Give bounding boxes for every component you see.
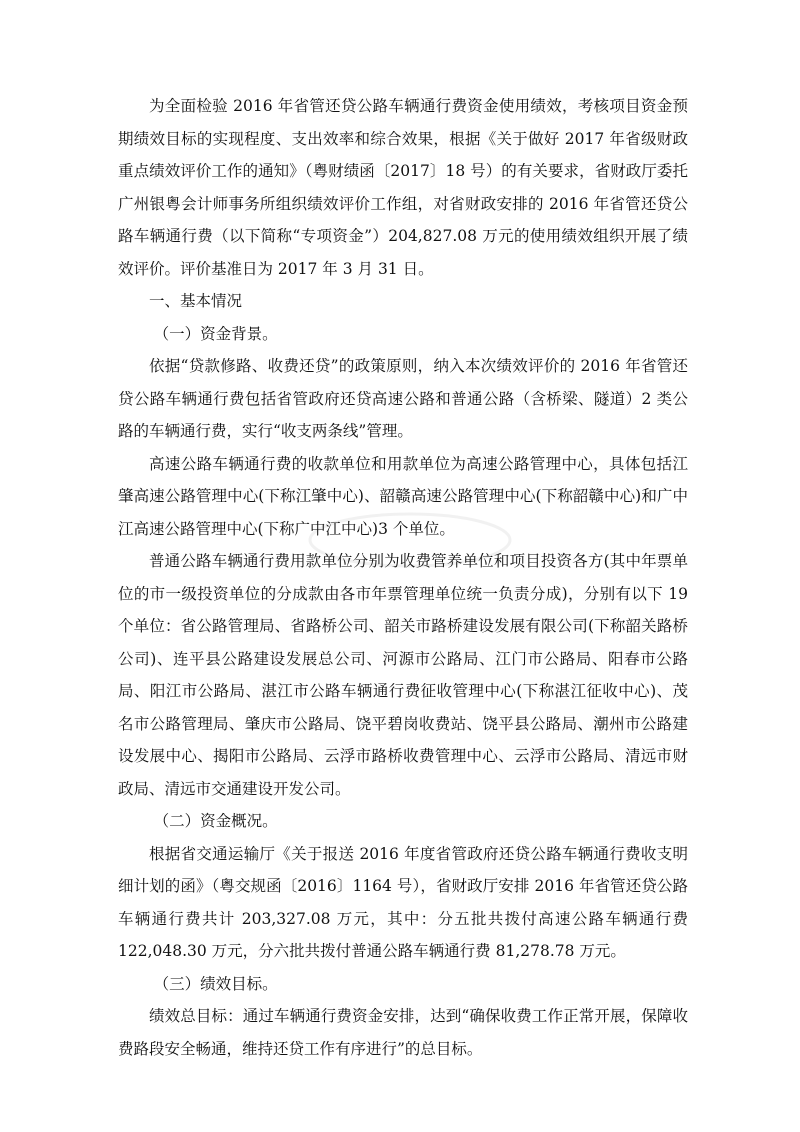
highway-fee-paragraph: 高速公路车辆通行费的收款单位和用款单位为高速公路管理中心，具体包括江肇高速公路管理中心(下称江肇中心)、韶赣高速公路管理中心(下称韶赣中心)和广中江高速公路管理中心(下称广中江中心)3 个单位。 <box>118 454 688 538</box>
fund-overview-paragraph: 根据省交通运输厅《关于报送 2016 年度省管政府还贷公路车辆通行费收支明细计划的函》（粤交规函〔2016〕1164 号），省财政厅安排 2016 年省管还贷公路车辆通行费共计 203,327.08 万元，其中：分五批共拨付高速公路车辆通行费 122,048.30 万元，分六批共拨付普通公路车辆通行费 81,278.78 万元。 <box>118 844 688 960</box>
subheading-performance-goals: （三）绩效目标。 <box>153 974 278 993</box>
intro-paragraph: 为全面检验 2016 年省管还贷公路车辆通行费资金使用绩效，考核项目资金预期绩效目标的实现程度、支出效率和综合效果，根据《关于做好 2017 年省级财政重点绩效评价工作的通知》（粤财绩函〔2017〕18 号）的有关要求，省财政厅委托广州银粤会计师事务所组织绩效评价工作组，对省财政安排的 2016 年省管还贷公路车辆通行费（以下简称“专项资金”）204,827.08 万元的使用绩效组织开展了绩效评价。评价基准日为 2017 年 3 月 31 日。 <box>118 97 688 278</box>
subheading-fund-overview: （二）资金概况。 <box>153 812 278 830</box>
ordinary-road-fee-paragraph: 普通公路车辆通行费用款单位分别为收费管养单位和项目投资各方(其中年票单位的市一级投资单位的分成款由各市年票管理单位统一负责分成)，分别有以下 19 个单位：省公路管理局、省路桥公司、韶关市路桥建设发展有限公司(下称韶关路桥公司)、连平县公路建设发展总公司、河源市公路局、江门市公路局、阳春市公路局、阳江市公路局、湛江市公路车辆通行费征收管理中心(下称湛江征收中心)、茂名市公路管理局、肇庆市公路局、饶平碧岗收费站、饶平县公路局、潮州市公路建设发展中心、揭阳市公路局、云浮市路桥收费管理中心、云浮市公路局、清远市财政局、清远市交通建设开发公司。 <box>118 552 688 798</box>
performance-goal-paragraph: 绩效总目标：通过车辆通行费资金安排，达到“确保收费工作正常开展，保障收费路段安全畅通，维持还贷工作有序进行”的总目标。 <box>118 1007 688 1058</box>
subheading-fund-background: （一）资金背景。 <box>153 324 278 343</box>
fund-background-paragraph: 依据“贷款修路、收费还贷”的政策原则，纳入本次绩效评价的 2016 年省管还贷公路车辆通行费包括省管政府还贷高速公路和普通公路（含桥梁、隧道）2 类公路的车辆通行费，实行“收支两条线”管理。 <box>118 357 688 440</box>
section-heading-basic-info: 一、基本情况 <box>149 292 243 310</box>
